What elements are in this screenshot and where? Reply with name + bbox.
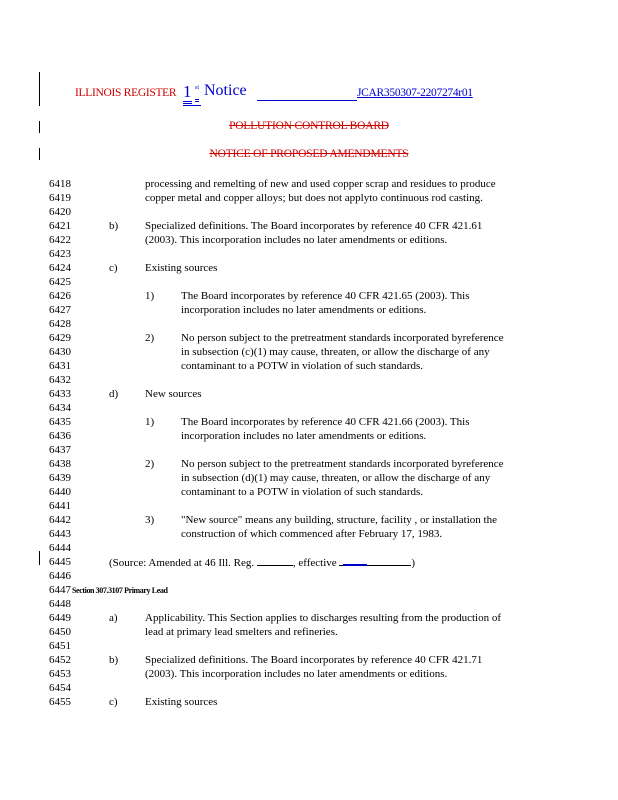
- line-text: contaminant to a POTW in violation of such standards.: [181, 360, 424, 372]
- document-line: [0, 219, 618, 233]
- line-text: incorporation includes no later amendments or editions.: [181, 430, 427, 442]
- document-line: [0, 429, 618, 443]
- subsection-label: d): [109, 388, 119, 400]
- notice-title: NOTICE OF PROPOSED AMENDMENTS: [209, 148, 409, 160]
- item-label: 1): [145, 416, 155, 428]
- line-text: New sources: [145, 388, 202, 400]
- line-text: No person subject to the pretreatment standards incorporated byreference: [181, 332, 504, 344]
- document-line: [0, 583, 618, 597]
- line-number: 6446: [49, 570, 71, 582]
- line-number: 6422: [49, 234, 71, 246]
- document-line: [0, 289, 618, 303]
- line-number: 6439: [49, 472, 71, 484]
- document-line: [0, 499, 618, 513]
- line-number: 6426: [49, 290, 71, 302]
- line-text: (2003). This incorporation includes no later amendments or editions.: [145, 668, 448, 680]
- document-line: [0, 513, 618, 527]
- line-number: 6424: [49, 262, 71, 274]
- document-line: [0, 625, 618, 639]
- line-text: (2003). This incorporation includes no later amendments or editions.: [145, 234, 448, 246]
- document-line: [0, 597, 618, 611]
- document-line: [0, 471, 618, 485]
- line-number: 6438: [49, 458, 71, 470]
- line-text: "New source" means any building, structure, facility , or installation the: [181, 514, 497, 526]
- line-number: 6444: [49, 542, 71, 554]
- line-text: in subsection (c)(1) may cause, threaten, or allow the discharge of any: [181, 346, 490, 358]
- line-text: Existing sources: [145, 696, 218, 708]
- document-line: [0, 667, 618, 681]
- document-line: [0, 443, 618, 457]
- document-line: [0, 527, 618, 541]
- line-number: 6418: [49, 178, 71, 190]
- document-line: [0, 177, 618, 191]
- document-line: [0, 569, 618, 583]
- line-number: 6434: [49, 402, 71, 414]
- line-number: 6453: [49, 668, 71, 680]
- line-text: Existing sources: [145, 262, 218, 274]
- jcar-code: JCAR350307-2207274r01: [357, 87, 473, 99]
- register-title: ILLINOIS REGISTER: [75, 87, 177, 99]
- document-line: [0, 695, 618, 709]
- document-line: [0, 401, 618, 415]
- source-note: [109, 555, 415, 570]
- source-suffix: ): [411, 557, 416, 569]
- source-prefix: (Source: Amended at 46 Ill. Reg.: [109, 557, 257, 569]
- document-line: [0, 261, 618, 275]
- subsection-label: c): [109, 696, 118, 708]
- document-line: [0, 205, 618, 219]
- line-number: 6454: [49, 682, 71, 694]
- document-line: [0, 457, 618, 471]
- document-line: [0, 275, 618, 289]
- line-text: The Board incorporates by reference 40 CFR 421.66 (2003). This: [181, 416, 470, 428]
- source-mid: , effective: [292, 557, 340, 569]
- document-line: [0, 247, 618, 261]
- header-underline: [257, 100, 357, 101]
- line-number: 6448: [49, 598, 71, 610]
- line-text: lead at primary lead smelters and refineries.: [145, 626, 338, 638]
- subsection-label: b): [109, 220, 119, 232]
- line-number: 6433: [49, 388, 71, 400]
- line-text: Specialized definitions. The Board incorporates by reference 40 CFR 421.71: [145, 654, 483, 666]
- line-number: 6445: [49, 556, 71, 568]
- notice-label: Notice: [204, 82, 247, 99]
- item-label: 2): [145, 458, 155, 470]
- line-number: 6455: [49, 696, 71, 708]
- document-line: [0, 345, 618, 359]
- line-number: 6447: [49, 584, 71, 596]
- document-line: [0, 359, 618, 373]
- line-text: in subsection (d)(1) may cause, threaten, or allow the discharge of any: [181, 472, 491, 484]
- document-line: [0, 415, 618, 429]
- line-number: 6427: [49, 304, 71, 316]
- document-line: [0, 541, 618, 555]
- subsection-label: c): [109, 262, 118, 274]
- line-text: The Board incorporates by reference 40 CFR 421.65 (2003). This: [181, 290, 470, 302]
- document-line: [0, 303, 618, 317]
- section-heading: Section 307.3107 Primary Lead: [72, 586, 168, 595]
- line-text: contaminant to a POTW in violation of such standards.: [181, 486, 424, 498]
- line-text: copper metal and copper alloys; but does not applyto continuous rod casting.: [145, 192, 483, 204]
- line-number: 6443: [49, 528, 71, 540]
- line-number: 6451: [49, 640, 71, 652]
- line-number: 6432: [49, 374, 71, 386]
- notice-number: 1: [183, 82, 192, 101]
- line-text: No person subject to the pretreatment standards incorporated byreference: [181, 458, 504, 470]
- line-number: 6428: [49, 318, 71, 330]
- subsection-label: b): [109, 654, 119, 666]
- line-number: 6425: [49, 276, 71, 288]
- line-number: 6449: [49, 612, 71, 624]
- line-number: 6431: [49, 360, 71, 372]
- document-line: [0, 233, 618, 247]
- header-underline: [183, 105, 201, 106]
- line-number: 6452: [49, 654, 71, 666]
- line-number: 6440: [49, 486, 71, 498]
- document-line: [0, 653, 618, 667]
- line-number: 6430: [49, 346, 71, 358]
- line-number: 6421: [49, 220, 71, 232]
- line-number: 6429: [49, 332, 71, 344]
- revision-bar: [39, 72, 40, 106]
- line-text: construction of which commenced after February 17, 1983.: [181, 528, 443, 540]
- document-line: [0, 373, 618, 387]
- line-number: 6420: [49, 206, 71, 218]
- line-number: 6435: [49, 416, 71, 428]
- document-line: [0, 387, 618, 401]
- line-number: 6436: [49, 430, 71, 442]
- document-line: [0, 555, 618, 569]
- line-number: 6442: [49, 514, 71, 526]
- line-number: 6441: [49, 500, 71, 512]
- document-body: [0, 177, 618, 709]
- document-line: [0, 485, 618, 499]
- line-number: 6437: [49, 444, 71, 456]
- document-line: [0, 191, 618, 205]
- line-text: Applicability. This Section applies to discharges resulting from the production of: [145, 612, 502, 624]
- line-number: 6423: [49, 248, 71, 260]
- effective-blank: [339, 555, 411, 566]
- register-header: [75, 83, 535, 105]
- document-line: [0, 639, 618, 653]
- subsection-label: a): [109, 612, 118, 624]
- document-line: [0, 681, 618, 695]
- reg-blank: [257, 555, 293, 566]
- document-line: [0, 317, 618, 331]
- line-text: incorporation includes no later amendments or editions.: [181, 304, 427, 316]
- item-label: 2): [145, 332, 155, 344]
- line-number: 6450: [49, 626, 71, 638]
- line-text: processing and remelting of new and used copper scrap and residues to produce: [145, 178, 496, 190]
- board-title: POLLUTION CONTROL BOARD: [229, 120, 389, 132]
- item-label: 1): [145, 290, 155, 302]
- notice-ordinal: st: [195, 85, 200, 91]
- document-line: [0, 331, 618, 345]
- line-number: 6419: [49, 192, 71, 204]
- line-text: Specialized definitions. The Board incorporates by reference 40 CFR 421.61: [145, 220, 483, 232]
- document-line: [0, 611, 618, 625]
- item-label: 3): [145, 514, 155, 526]
